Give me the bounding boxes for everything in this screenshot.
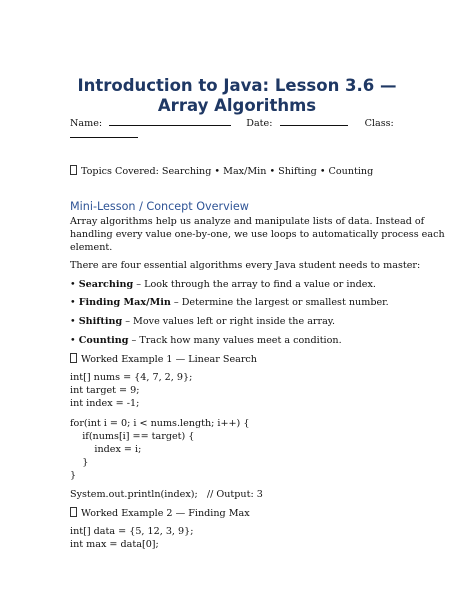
name-label: Name: <box>70 118 103 129</box>
example-2-code-line-2: int max = data[0]; <box>70 539 159 550</box>
missing-glyph-icon <box>70 165 77 175</box>
example-1-label: Worked Example 1 — Linear Search <box>70 353 257 366</box>
example-2-label: Worked Example 2 — Finding Max <box>70 507 250 520</box>
bullet-counting: • Counting – Track how many values meet a condition. <box>70 335 342 346</box>
bullet-searching: • Searching – Look through the array to find a value or index. <box>70 279 376 290</box>
date-blank[interactable] <box>280 116 348 126</box>
intro-line-2: handling every value one-by-one, we use loops to automatically process each <box>70 229 445 240</box>
intro-line-3: element. <box>70 242 113 253</box>
example-2-code-line-1: int[] data = {5, 12, 3, 9}; <box>70 526 194 537</box>
date-label: Date: <box>246 118 273 129</box>
example-1-loop-line-2: if(nums[i] == target) { <box>70 431 195 442</box>
class-blank[interactable] <box>70 128 138 138</box>
missing-glyph-icon <box>70 353 77 363</box>
example-1-loop-line-5: } <box>70 470 77 481</box>
example-1-loop-line-1: for(int i = 0; i < nums.length; i++) { <box>70 418 250 429</box>
example-1-code-line-1: int[] nums = {4, 7, 2, 9}; <box>70 372 193 383</box>
missing-glyph-icon <box>70 507 77 517</box>
name-blank[interactable] <box>109 116 231 126</box>
example-1-print-line: System.out.println(index); // Output: 3 <box>70 489 263 500</box>
intro-line-1: Array algorithms help us analyze and manipulate lists of data. Instead of <box>70 216 425 227</box>
bullet-max-min: • Finding Max/Min – Determine the largest or smallest number. <box>70 297 389 308</box>
example-1-loop-line-4: } <box>70 457 89 468</box>
class-label: Class: <box>364 118 394 129</box>
example-1-code-line-3: int index = -1; <box>70 398 140 409</box>
example-1-loop-line-3: index = i; <box>70 444 142 455</box>
topics-text: Topics Covered: Searching • Max/Min • Shifting • Counting <box>81 166 374 177</box>
topics-line <box>70 165 373 178</box>
lesson-title-line-2: Array Algorithms <box>157 96 317 115</box>
essential-line: There are four essential algorithms every Java student needs to master: <box>70 260 421 271</box>
bullet-shifting: • Shifting – Move values left or right inside the array. <box>70 316 336 327</box>
example-1-code-line-2: int target = 9; <box>70 385 140 396</box>
class-blank-row <box>70 128 138 142</box>
lesson-title-line-1: Introduction to Java: Lesson 3.6 — <box>77 76 397 95</box>
mini-lesson-heading: Mini-Lesson / Concept Overview <box>70 200 249 213</box>
